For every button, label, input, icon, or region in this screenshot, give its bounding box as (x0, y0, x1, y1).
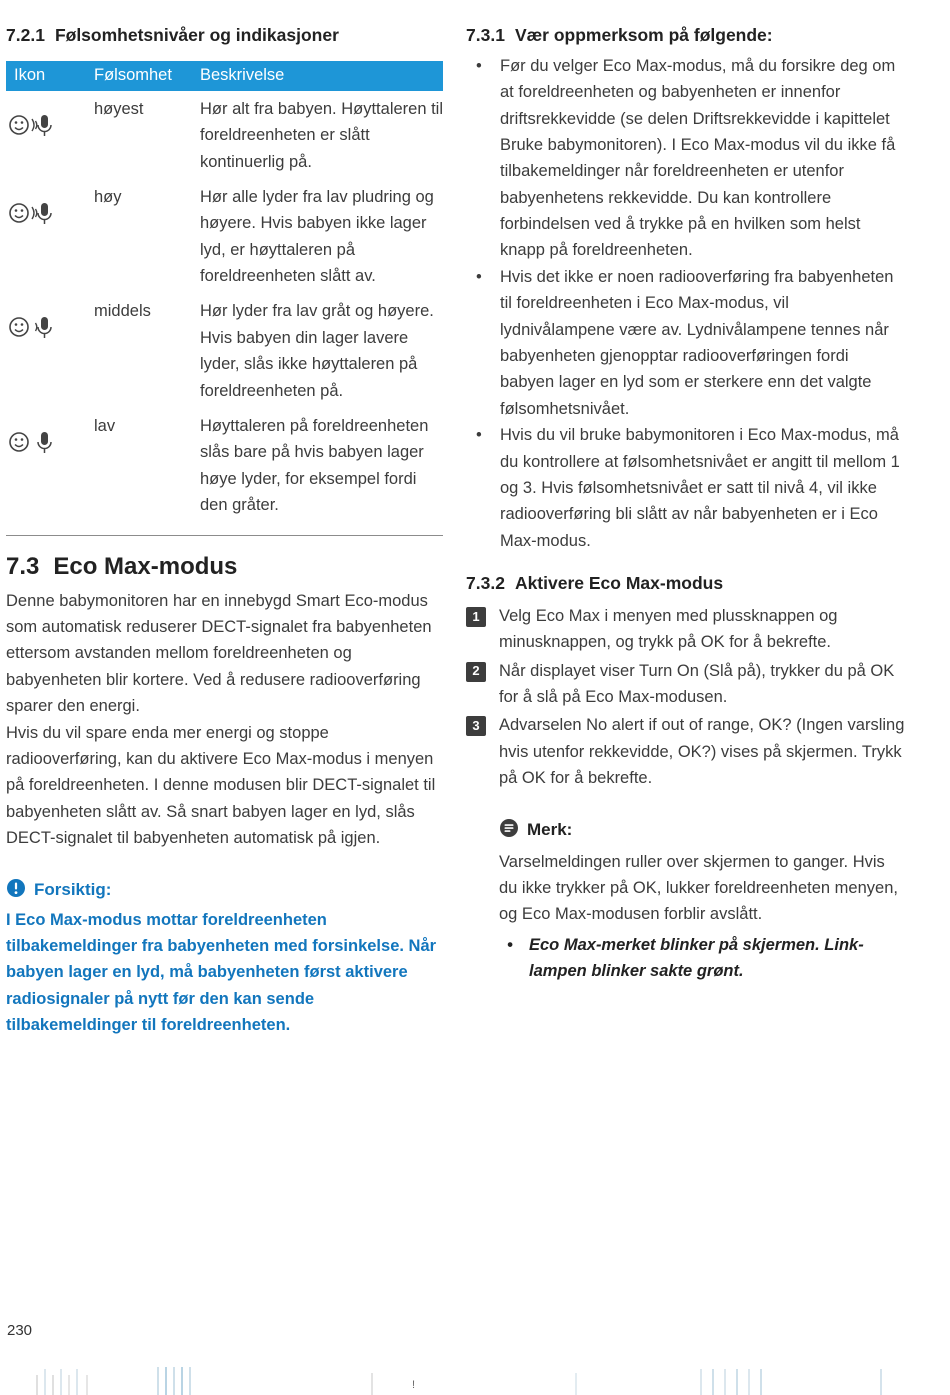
section-title: Vær oppmerksom på følgende: (514, 25, 773, 45)
sensitivity-description: Høyttaleren på foreldreenheten slås bare på hvis babyen lager høye lyder, for eksempel fordi den gråter. (200, 417, 429, 515)
step-number-badge: 2 (466, 662, 486, 682)
step-text: Advarselen No alert if out of range, OK? (Ingen varsling hvis utenfor rekkevidde, OK?) vises på skjermen. Trykk på OK for å bekrefte. (499, 716, 905, 788)
table-row (6, 179, 443, 294)
smiley-microphone-icon (6, 408, 94, 535)
table-row (6, 408, 443, 535)
sensitivity-description: Hør alt fra babyen. Høyttaleren til foreldreenheten er slått kontinuerlig på. (200, 99, 444, 171)
column-header-description: Beskrivelse (200, 61, 443, 91)
section-721-heading (6, 24, 443, 47)
printer-mark-glyph: ! (412, 1379, 416, 1391)
sensitivity-description: Hør lyder fra lav gråt og høyere. Hvis babyen din lager lavere lyder, slås ikke høyttaleren på foreldreenheten på. (200, 302, 434, 400)
list-item: • Før du velger Eco Max-modus, må du forsikre deg om at foreldreenheten og babyenheten er innenfor driftsrekkevidde (se delen Driftsrekkevidde i kapittelet Bruke babymonitoren). I Eco Max-modus vil du ikke få tilbakemeldinger når foreldreenheten er utenfor babyenhetens rekkevidde. Du kan kontrollere forbindelsen ved å trykke på en hvilken som helst knapp på foreldreenheten. (466, 53, 907, 264)
smiley-microphone-icon (6, 293, 94, 408)
printer-registration-marks (0, 1365, 950, 1395)
step-item (466, 603, 907, 656)
table-row (6, 293, 443, 408)
section-number: 7.3.1 (466, 25, 505, 45)
sensitivity-table (6, 61, 443, 536)
section-73-paragraph-2: Hvis du vil spare enda mer energi og stoppe radiooverføring, kan du aktivere Eco Max-modus i menyen på foreldreenheten. I denne modusen blir DECT-signalet til babyenheten slått av. Så snart babyen lager en lyd, slås DECT-signalet til babyenheten automatisk på igjen. (6, 723, 436, 848)
column-header-icon: Ikon (6, 61, 94, 91)
section-title: Aktivere Eco Max-modus (514, 573, 724, 594)
step-text: Velg Eco Max i menyen med plussknappen og minusknappen, og trykk på OK for å bekrefte. (499, 606, 838, 652)
right-column (466, 24, 907, 1038)
section-number: 7.3 (6, 552, 40, 580)
sensitivity-level: lav (94, 417, 116, 436)
sensitivity-level: høy (94, 187, 122, 206)
section-title: Følsomhetsnivåer og indikasjoner (54, 25, 339, 45)
step-item (466, 712, 907, 791)
caution-block (6, 878, 443, 1039)
caution-label: Forsiktig: (34, 880, 112, 900)
caution-text: I Eco Max-modus mottar foreldreenheten tilbakemeldinger fra babyenheten med forsinkelse. Når babyen lager en lyd, må babyenheten først aktivere radiosignaler på nytt før den kan sende tilbakemeldinger til foreldreenheten. (6, 910, 437, 1035)
table-row (6, 91, 443, 179)
list-item: • Hvis det ikke er noen radiooverføring fra babyenheten til foreldreenheten i Eco Max-modus, vil lydnivålampene være av. Lydnivålampene tennes når babyenheten gjenopptar radiooverføringen fordi babyen lager en lyd som er sterkere enn det valgte følsomhetsnivået. (466, 264, 907, 422)
step-number-badge: 1 (466, 607, 486, 627)
note-block (499, 818, 907, 985)
step-number-badge: 3 (466, 716, 486, 736)
caution-icon (6, 878, 26, 903)
table-header-row (6, 61, 443, 91)
section-731-bullet-list (466, 53, 907, 554)
smiley-microphone-icon (6, 91, 94, 179)
section-number: 7.3.2 (466, 573, 505, 594)
sensitivity-description: Hør alle lyder fra lav pludring og høyere. Hvis babyen ikke lager lyd, er høyttaleren på foreldreenheten slått av. (200, 187, 434, 286)
section-731-heading (466, 24, 907, 47)
column-header-sensitivity: Følsomhet (94, 61, 200, 91)
step-item (466, 658, 907, 711)
section-title: Eco Max-modus (53, 552, 238, 580)
sensitivity-level: middels (94, 302, 151, 321)
sensitivity-level: høyest (94, 99, 144, 118)
list-item: • Hvis du vil bruke babymonitoren i Eco Max-modus, må du kontrollere at følsomhetsnivået er angitt til mellom 1 og 3. Hvis følsomhetsnivået er satt til nivå 4, vil ikke radiooverføring bli slått av når babyenheten er i Eco Max-modus. (466, 422, 907, 554)
section-732-step-list (466, 603, 907, 792)
note-bullet-item: • Eco Max-merket blinker på skjermen. Link-lampen blinker sakte grønt. (499, 932, 907, 985)
smiley-microphone-icon (6, 179, 94, 294)
page-number: 230 (7, 1322, 33, 1339)
section-732-heading (466, 572, 907, 595)
note-text: Varselmeldingen ruller over skjermen to ganger. Hvis du ikke trykker på OK, lukker foreldreenheten menyen, og Eco Max-modusen forblir avslått. (499, 852, 898, 924)
section-73-heading (6, 552, 443, 582)
note-icon (499, 818, 519, 843)
note-label: Merk: (527, 820, 573, 840)
left-column (6, 24, 443, 1038)
step-text: Når displayet viser Turn On (Slå på), trykker du på OK for å slå på Eco Max-modusen. (499, 661, 895, 707)
section-number: 7.2.1 (6, 25, 45, 45)
section-73-paragraph-1: Denne babymonitoren har en innebygd Smart Eco-modus som automatisk reduserer DECT-signalet fra babyenheten ettersom avstanden mellom foreldreenheten og babyenheten blir kortere. Ved å redusere radiooverføring sparer den energi. (6, 591, 432, 716)
